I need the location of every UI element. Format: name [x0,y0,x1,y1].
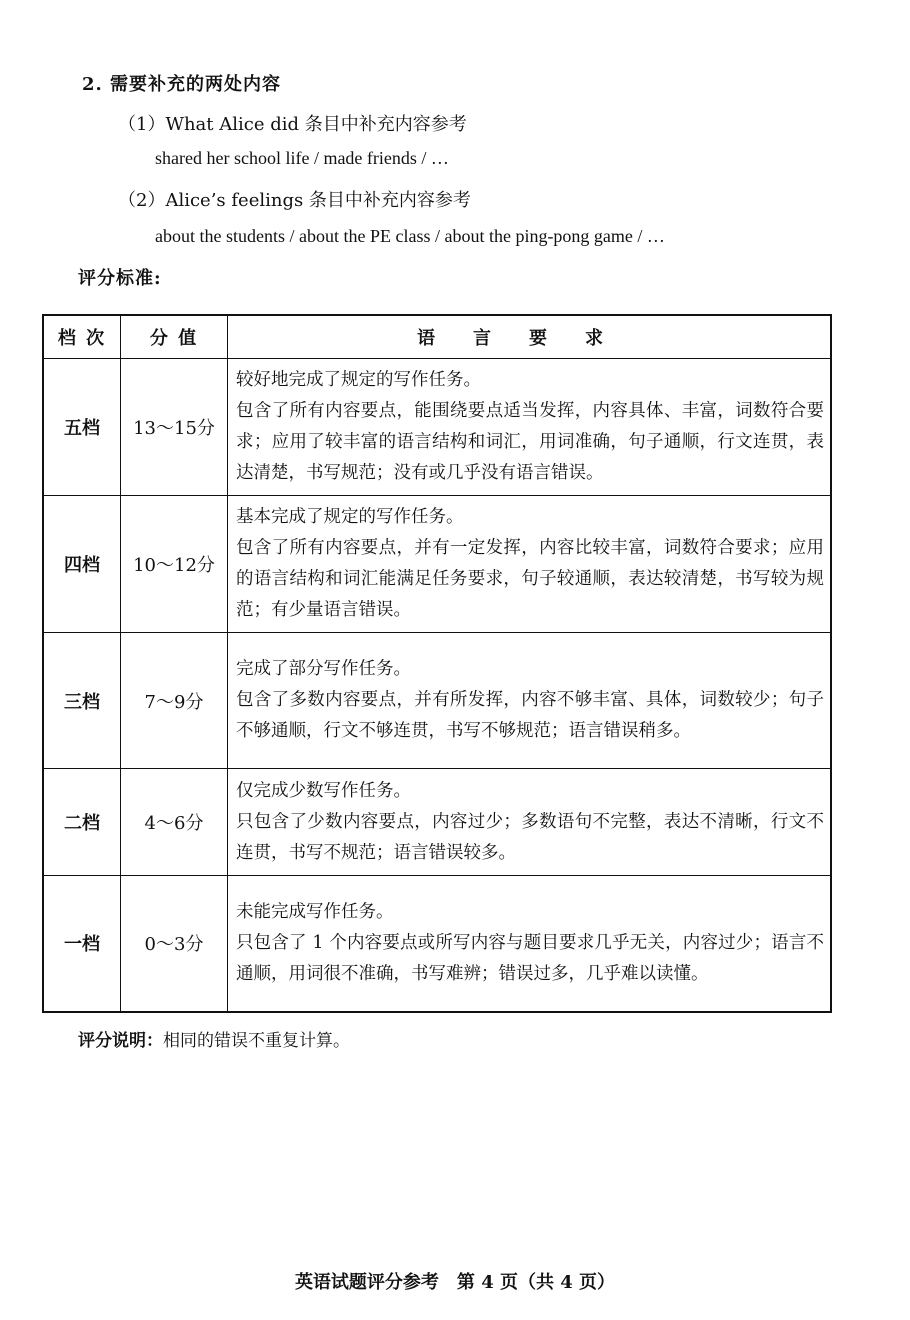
requirement-detail: 只包含了少数内容要点，内容过少；多数语句不完整，表达不清晰，行文不连贯，书写不规范；语言错误较多。 [236,811,824,863]
row-requirement [228,359,832,496]
item-1-label: （1）What Alice did 条目中补充内容参考 [118,114,467,135]
header-requirement: 语言要求 [228,315,832,359]
requirement-detail: 只包含了 1 个内容要点或所写内容与题目要求几乎无关，内容过少；语言不通顺，用词很不准确，书写难辨；错误过多，几乎难以读懂。 [236,932,824,984]
row-requirement [228,876,832,1012]
row-level: 四档 [43,496,121,633]
header-score: 分 值 [121,315,228,359]
scoring-note [78,1026,350,1051]
rubric-row [43,633,831,769]
scoring-note-text: 相同的错误不重复计算。 [163,1031,350,1051]
header-level: 档 次 [43,315,121,359]
row-level: 三档 [43,633,121,769]
requirement-detail: 包含了所有内容要点，并有一定发挥，内容比较丰富，词数符合要求；应用的语言结构和词汇能满足任务要求，句子较通顺，表达较清楚，书写较为规范；有少量语言错误。 [236,538,824,620]
rubric-table [42,314,832,1013]
row-score: 10～12分 [121,496,228,633]
requirement-summary: 较好地完成了规定的写作任务。 [236,370,481,390]
row-level: 五档 [43,359,121,496]
row-requirement [228,496,832,633]
row-level: 二档 [43,769,121,876]
page-footer: 英语试题评分参考 第 4 页（共 4 页） [294,1272,616,1293]
rubric-row [43,359,831,496]
item-2-label: （2）Alice’s feelings 条目中补充内容参考 [118,190,471,211]
item-2-answer: about the students / about the PE class / about the ping-pong game / … [155,226,665,246]
row-requirement [228,769,832,876]
requirement-summary: 未能完成写作任务。 [236,901,394,922]
row-score: 13～15分 [121,359,228,496]
rubric-row [43,876,831,1012]
scoring-note-label: 评分说明： [78,1031,163,1051]
rubric-row [43,769,831,876]
row-score: 4～6分 [121,769,228,876]
item-1-answer: shared her school life / made friends / … [155,148,449,168]
row-requirement [228,633,832,769]
rubric-header-row [43,315,831,359]
row-score: 7～9分 [121,633,228,769]
row-score: 0～3分 [121,876,228,1012]
scoring-standard-title: 评分标准: [78,268,162,289]
requirement-summary: 基本完成了规定的写作任务。 [236,507,464,527]
requirement-summary: 完成了部分写作任务。 [236,659,411,679]
requirement-detail: 包含了所有内容要点，能围绕要点适当发挥，内容具体、丰富，词数符合要求；应用了较丰富的语言结构和词汇，用词准确，句子通顺，行文连贯，表达清楚，书写规范；没有或几乎没有语言错误。 [236,401,824,483]
row-level: 一档 [43,876,121,1012]
section-2-heading: 2. 需要补充的两处内容 [82,74,282,95]
rubric-row [43,496,831,633]
requirement-summary: 仅完成少数写作任务。 [236,780,411,801]
requirement-detail: 包含了多数内容要点，并有所发挥，内容不够丰富、具体，词数较少；句子不够通顺，行文不够连贯，书写不够规范；语言错误稍多。 [236,690,824,741]
